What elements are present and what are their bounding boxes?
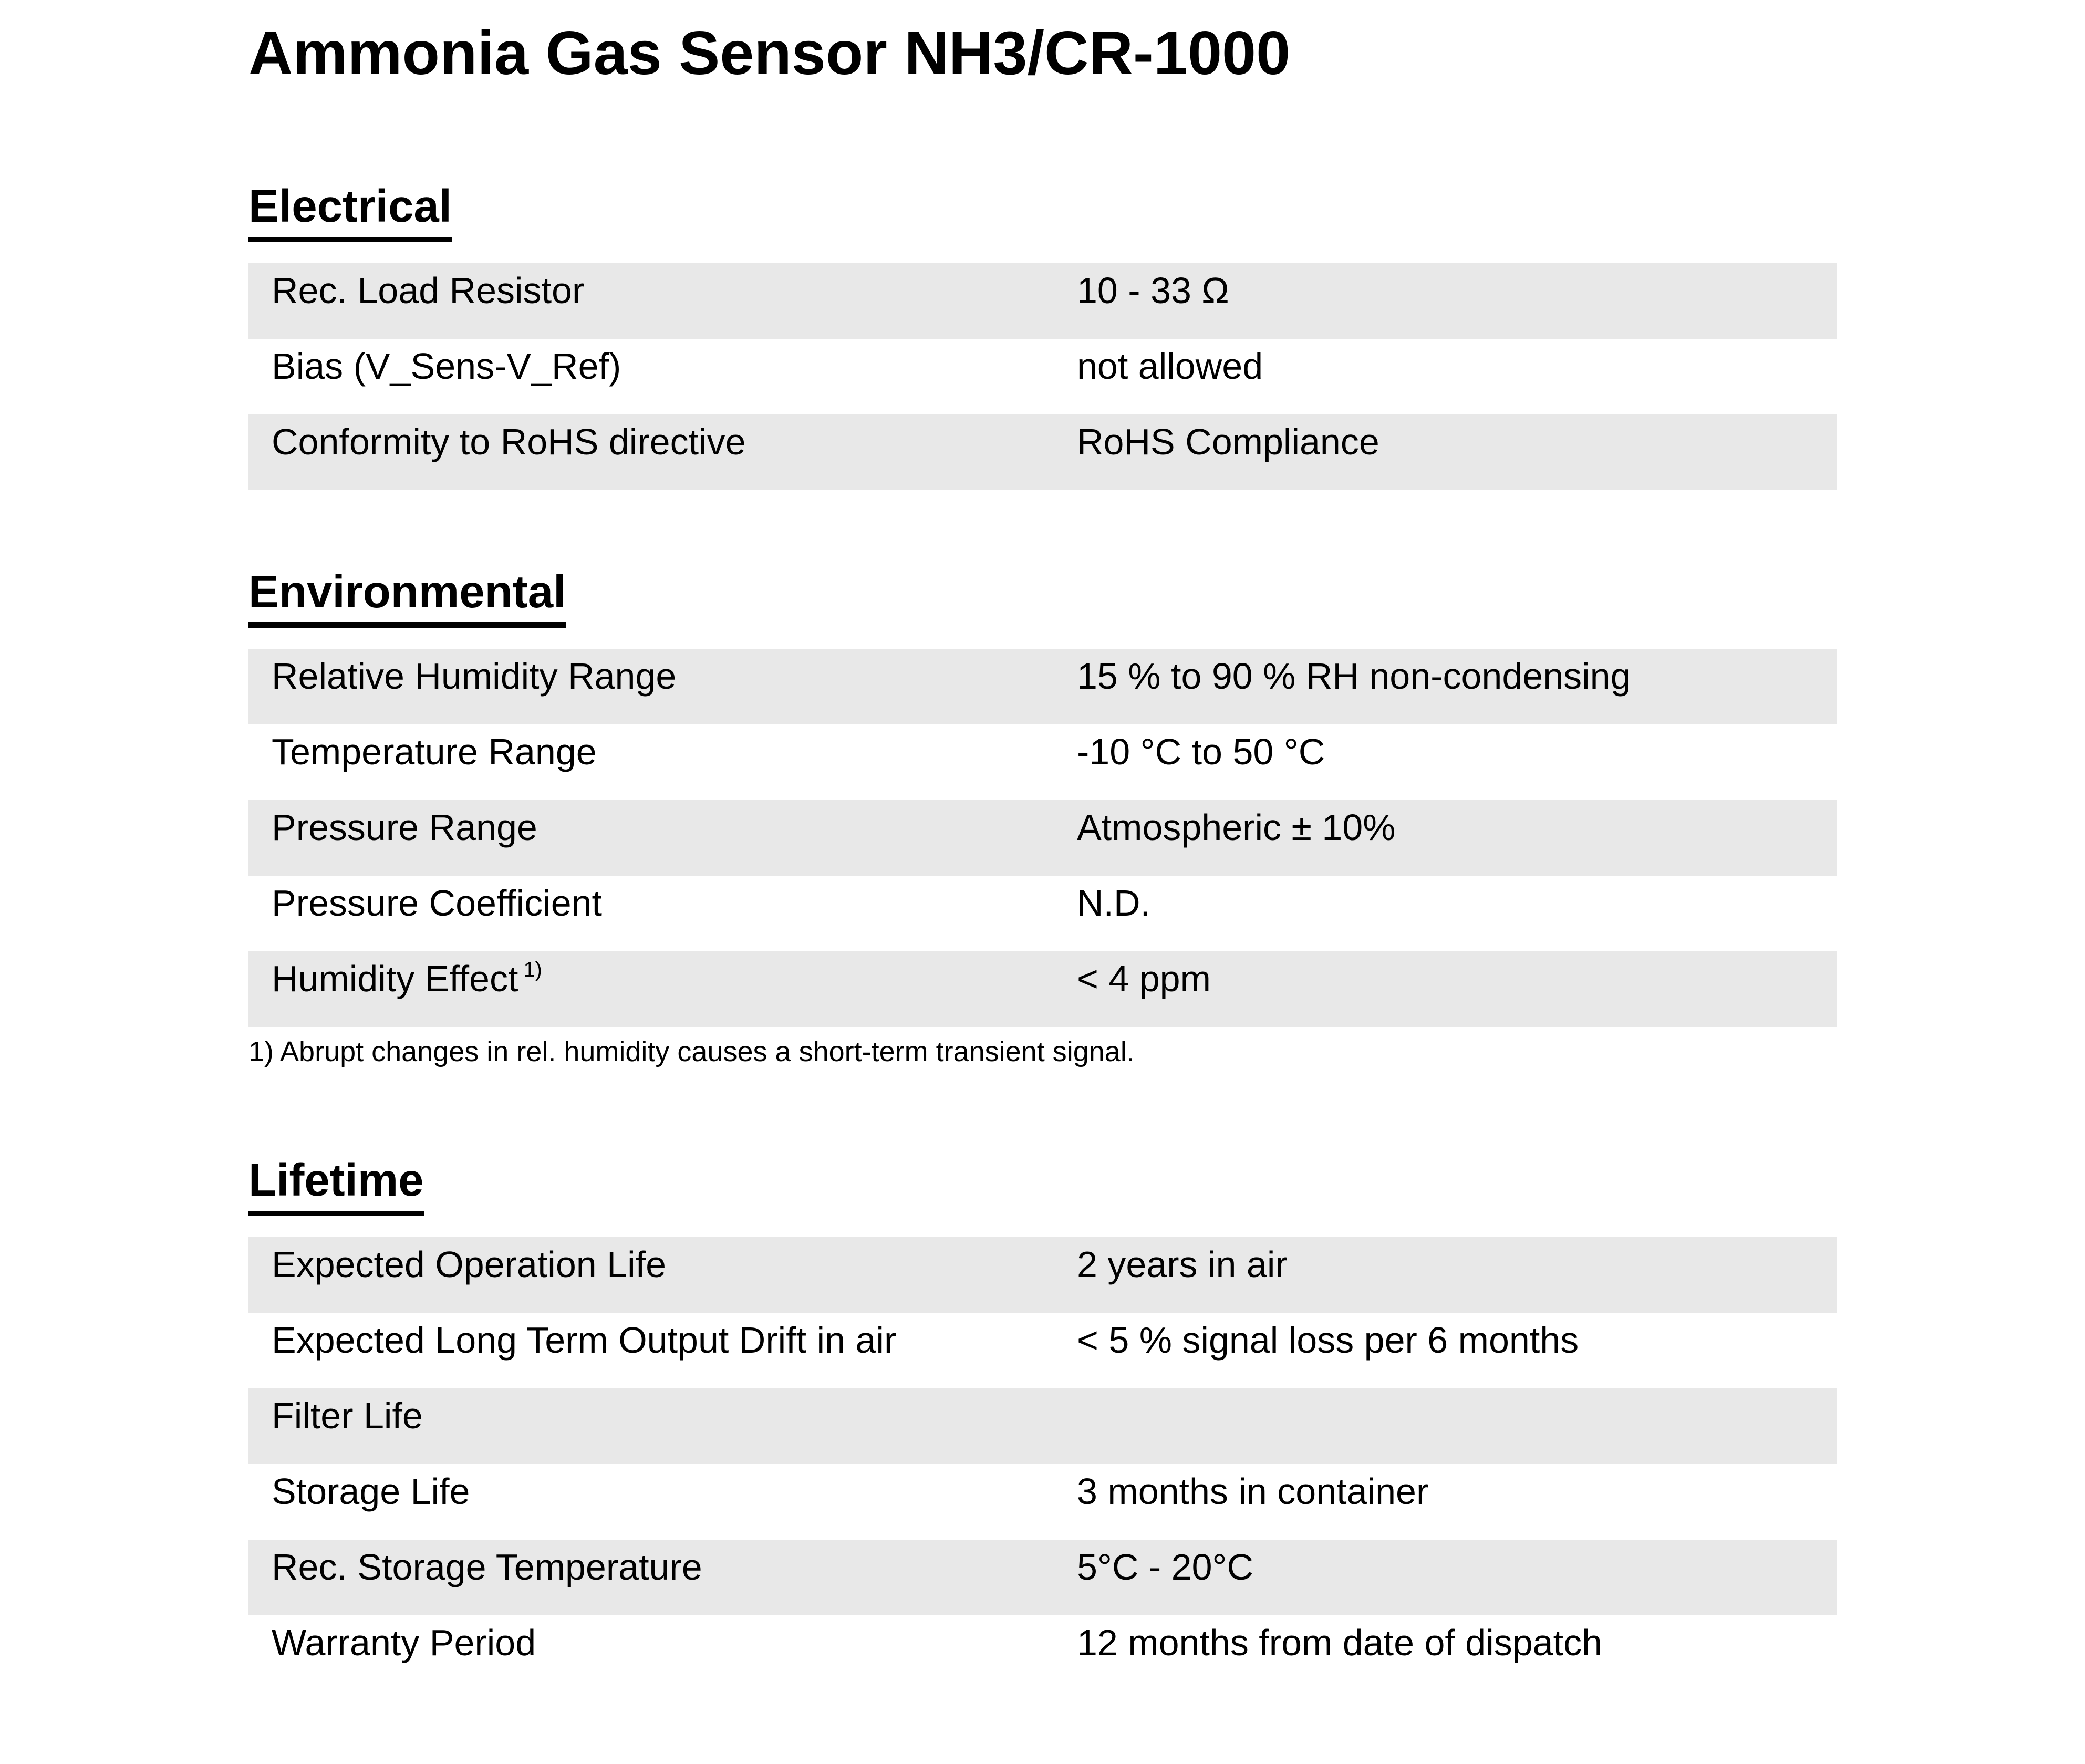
row-long-term-output-drift: [248, 1313, 1837, 1388]
spec-label-text: Pressure Coefficient: [272, 883, 603, 923]
spec-label-text: Temperature Range: [272, 731, 597, 772]
electrical-spec-table: [248, 263, 1837, 490]
spec-label-text: Conformity to RoHS directive: [272, 421, 746, 462]
spec-value: RoHS Compliance: [1077, 421, 1379, 462]
spec-label: [272, 272, 1077, 309]
spec-label-text: Humidity Effect: [272, 958, 518, 999]
spec-label-text: Expected Operation Life: [272, 1244, 667, 1285]
spec-label-text: Rec. Storage Temperature: [272, 1547, 702, 1587]
spec-label: [272, 733, 1077, 770]
spec-label-text: Warranty Period: [272, 1622, 536, 1663]
section-electrical: [248, 183, 2085, 490]
row-filter-life: [248, 1388, 1837, 1464]
spec-label: [272, 809, 1077, 846]
spec-label: [272, 1246, 1077, 1283]
section-heading-lifetime: Lifetime: [248, 1157, 424, 1216]
spec-label: [272, 1549, 1077, 1585]
row-storage-life: [248, 1464, 1837, 1540]
spec-label: [272, 423, 1077, 460]
humidity-footnote: 1) Abrupt changes in rel. humidity causes a short-term transient signal.: [248, 1036, 1135, 1067]
footnote-marker: 1): [523, 958, 543, 981]
spec-label-text: Bias (V_Sens-V_Ref): [272, 346, 621, 387]
spec-label: [272, 1320, 1077, 1361]
row-rohs-conformity: [248, 414, 1837, 490]
spec-value: 10 - 33 Ω: [1077, 270, 1229, 311]
section-heading-electrical: Electrical: [248, 183, 452, 242]
spec-value: 5°C - 20°C: [1077, 1547, 1254, 1587]
spec-value: not allowed: [1077, 346, 1263, 387]
spec-label-text: Storage Life: [272, 1471, 470, 1512]
spec-label-text: Filter Life: [272, 1395, 423, 1436]
spec-label: [272, 1473, 1077, 1510]
spec-value: < 4 ppm: [1077, 958, 1211, 999]
row-relative-humidity-range: [248, 649, 1837, 724]
spec-value: N.D.: [1077, 883, 1150, 923]
spec-label: [272, 348, 1077, 385]
spec-label-text: Rec. Load Resistor: [272, 270, 585, 311]
row-temperature-range: [248, 724, 1837, 800]
section-heading-environmental: Environmental: [248, 569, 566, 628]
row-pressure-range: [248, 800, 1837, 876]
spec-label: [272, 960, 1077, 997]
spec-label: [272, 1397, 1077, 1434]
spec-label: [272, 656, 1077, 697]
spec-label-text: Pressure Range: [272, 807, 537, 848]
spec-value: 3 months in container: [1077, 1471, 1429, 1512]
spec-label-text: Expected Long Term Output Drift in air: [272, 1320, 897, 1361]
section-environmental: [248, 566, 2085, 1068]
spec-value: 2 years in air: [1077, 1244, 1288, 1285]
spec-label: [272, 1624, 1077, 1661]
row-expected-operation-life: [248, 1237, 1837, 1313]
spec-value: < 5 % signal loss per 6 months: [1077, 1320, 1579, 1361]
row-rec-load-resistor: [248, 263, 1837, 339]
spec-label: [272, 885, 1077, 921]
section-lifetime: [248, 1157, 2085, 1691]
row-humidity-effect: [248, 951, 1837, 1027]
spec-value: -10 °C to 50 °C: [1077, 731, 1325, 772]
row-rec-storage-temperature: [248, 1540, 1837, 1615]
environmental-spec-table: [248, 649, 1837, 1027]
row-bias: [248, 339, 1837, 414]
row-pressure-coefficient: [248, 876, 1837, 951]
page-title: Ammonia Gas Sensor NH3/CR-1000: [248, 18, 1291, 87]
spec-value: 12 months from date of dispatch: [1077, 1622, 1602, 1663]
spec-value: Atmospheric ± 10%: [1077, 807, 1396, 848]
row-warranty-period: [248, 1615, 1837, 1691]
lifetime-spec-table: [248, 1237, 1837, 1691]
spec-value: 15 % to 90 % RH non-condensing: [1077, 656, 1631, 697]
spec-label-text: Relative Humidity Range: [272, 656, 677, 697]
